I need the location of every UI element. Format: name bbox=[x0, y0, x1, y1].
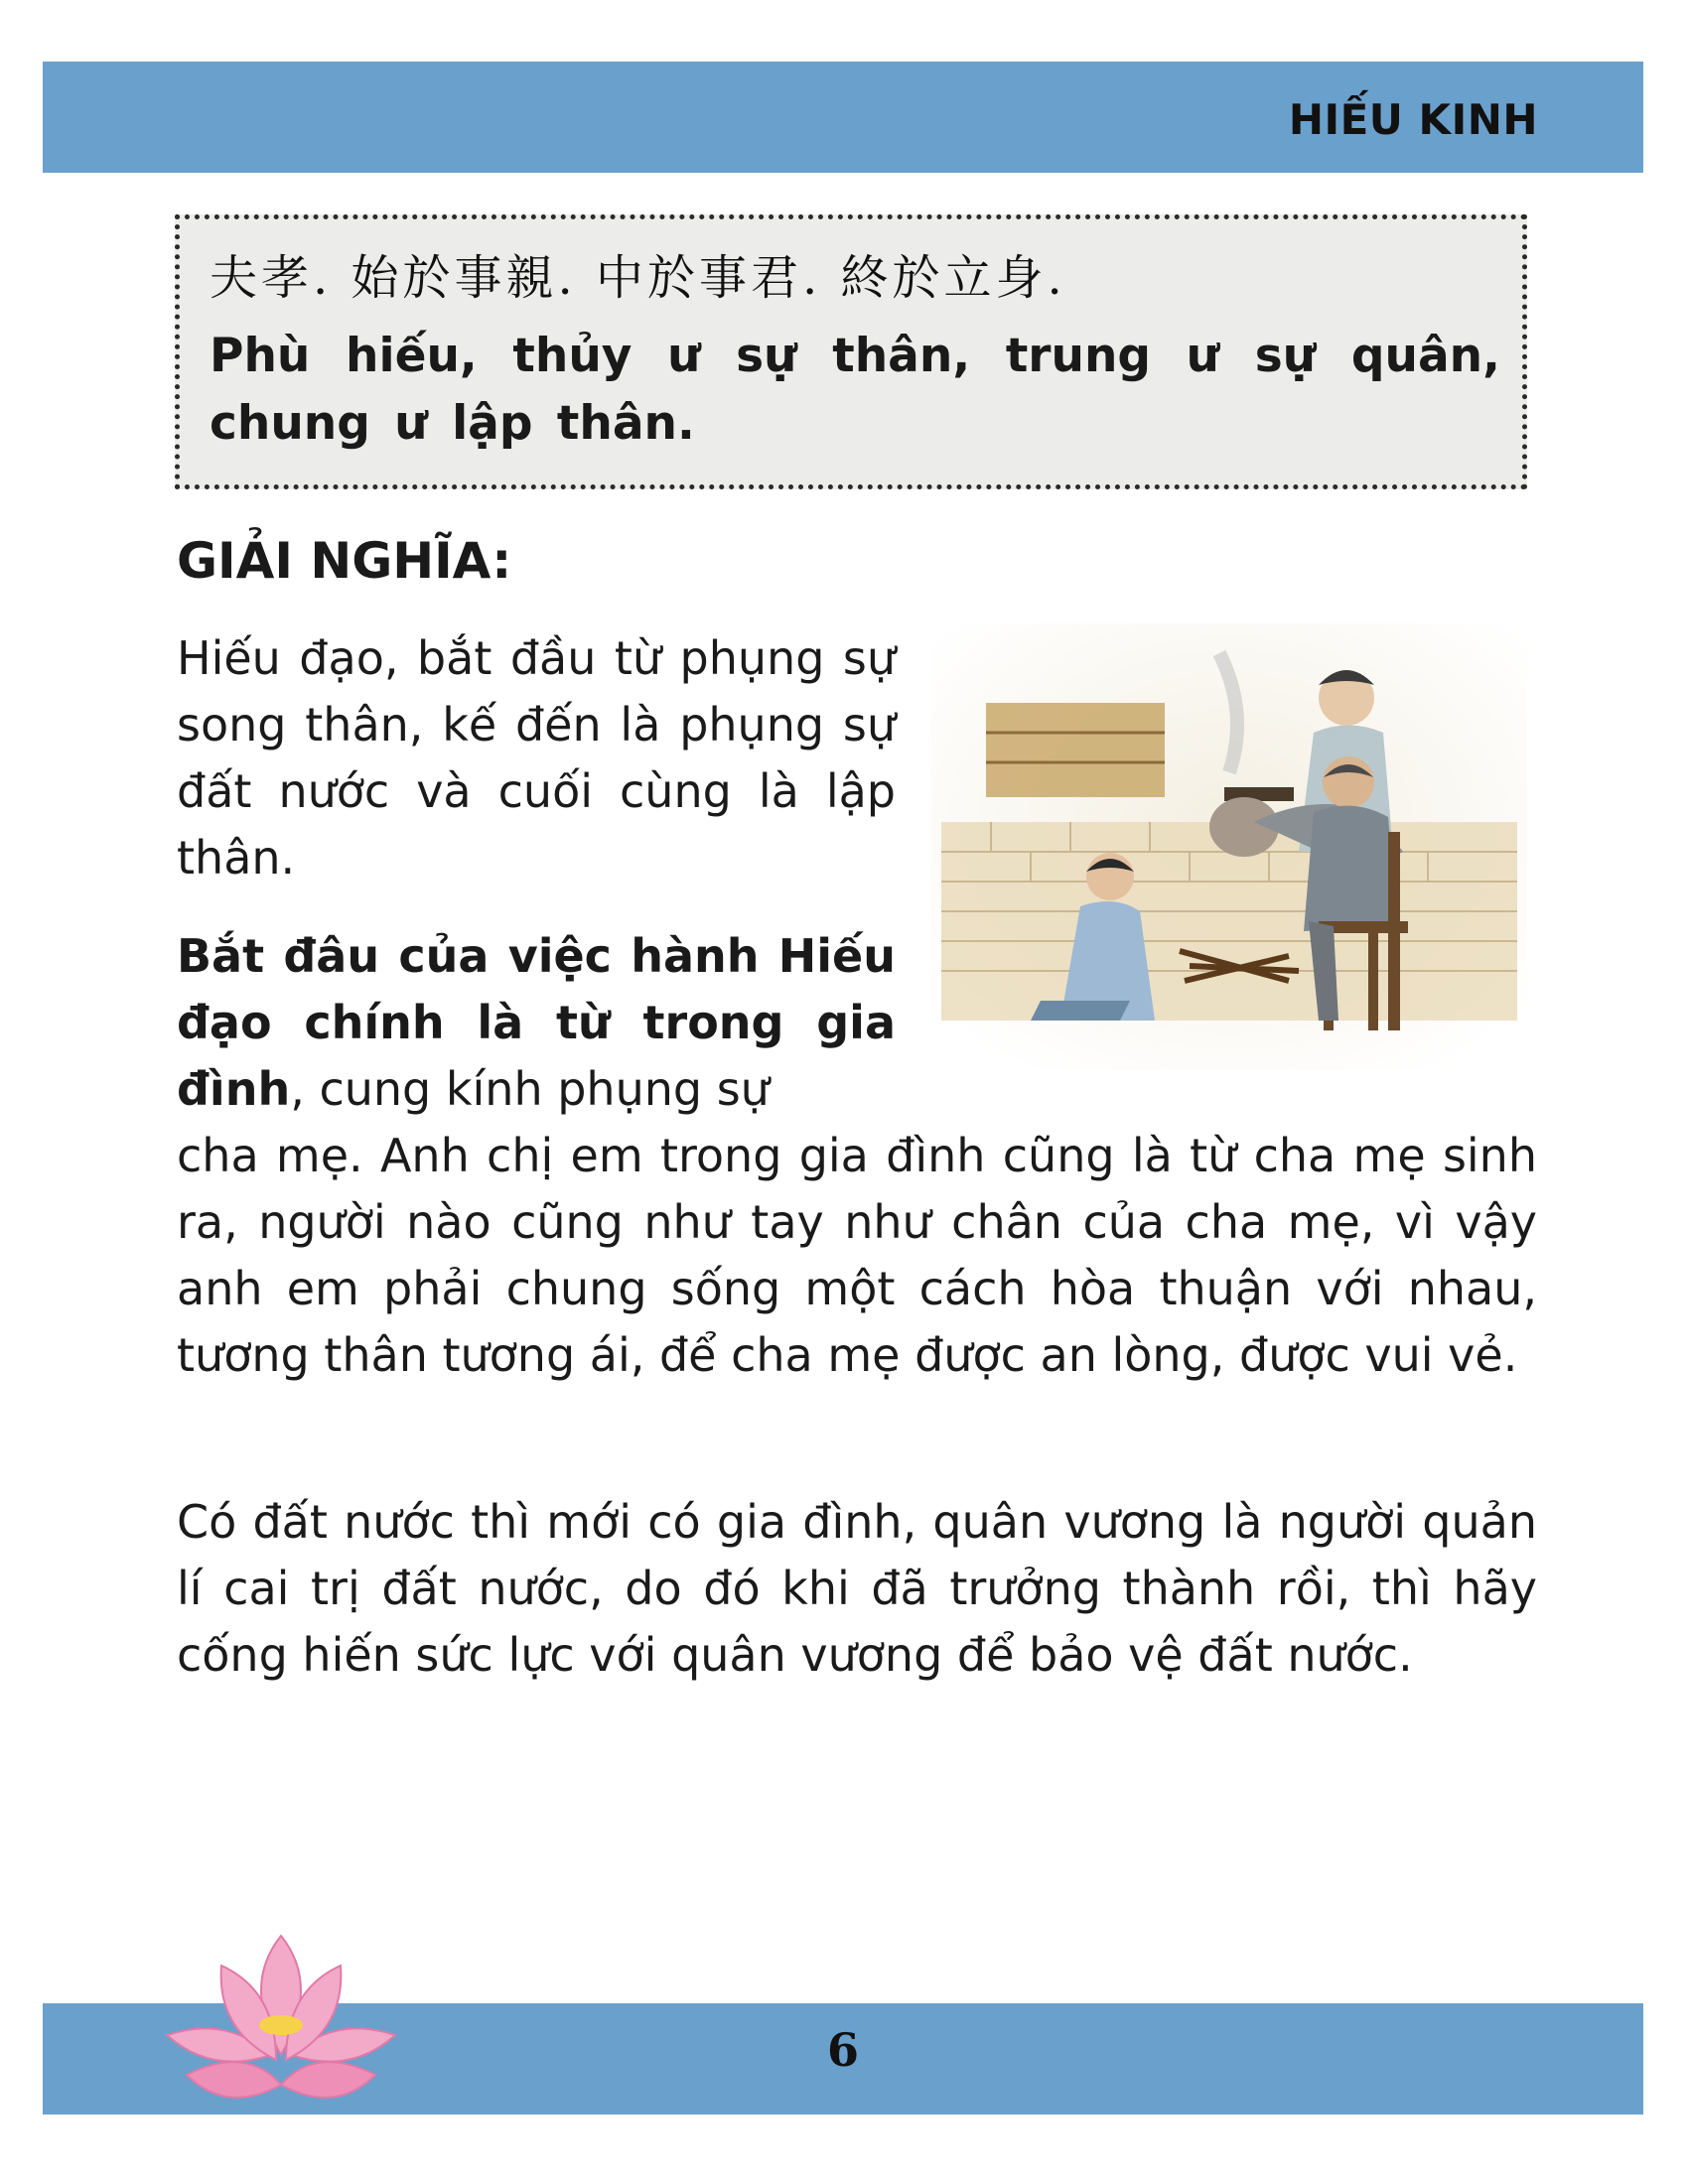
book-title: HIẾU KINH bbox=[1288, 95, 1538, 144]
section-heading: GIẢI NGHĨA: bbox=[177, 532, 512, 590]
quote-box bbox=[175, 214, 1527, 489]
paragraph-1: Hiếu đạo, bắt đầu từ phụng sự song thân, kế đến là phụng sự đất nước và cuối cùng là lập thân. bbox=[177, 631, 896, 885]
paragraph-2 bbox=[177, 923, 896, 1123]
lotus-flower-icon bbox=[127, 1926, 435, 2115]
paragraph-3: Có đất nước thì mới có gia đình, quân vương là người quản lí cai trị đất nước, do đó khi đã trưởng thành rồi, thì hãy cống hiến sức lực với quân vương để bảo vệ đất nước. bbox=[177, 1495, 1537, 1682]
page-number: 6 bbox=[826, 2023, 859, 2077]
paragraph-2-continued: cha mẹ. Anh chị em trong gia đình cũng là từ cha mẹ sinh ra, người nào cũng như tay như chân của cha mẹ, vì vậy anh em phải chung sống một cách hòa thuận với nhau, tương thân tương ái, để cha mẹ được an lòng, được vui vẻ. bbox=[177, 1129, 1537, 1382]
paragraph-2-bold: Bắt đâu của việc hành Hiếu đạo chính là từ trong gia đình bbox=[177, 929, 896, 1116]
quote-chinese-text: 夫孝. 始於事親. 中於事君. 終於立身. bbox=[210, 250, 1066, 306]
paragraph-2-rest: , cung kính phụng sự bbox=[290, 1062, 770, 1116]
illustration-child-kneeling-before-parents bbox=[931, 623, 1527, 1070]
quote-vietnamese-text: Phù hiếu, thủy ư sự thân, trung ư sự quân, chung ư lập thân. bbox=[210, 329, 1500, 451]
header-band bbox=[43, 62, 1643, 173]
